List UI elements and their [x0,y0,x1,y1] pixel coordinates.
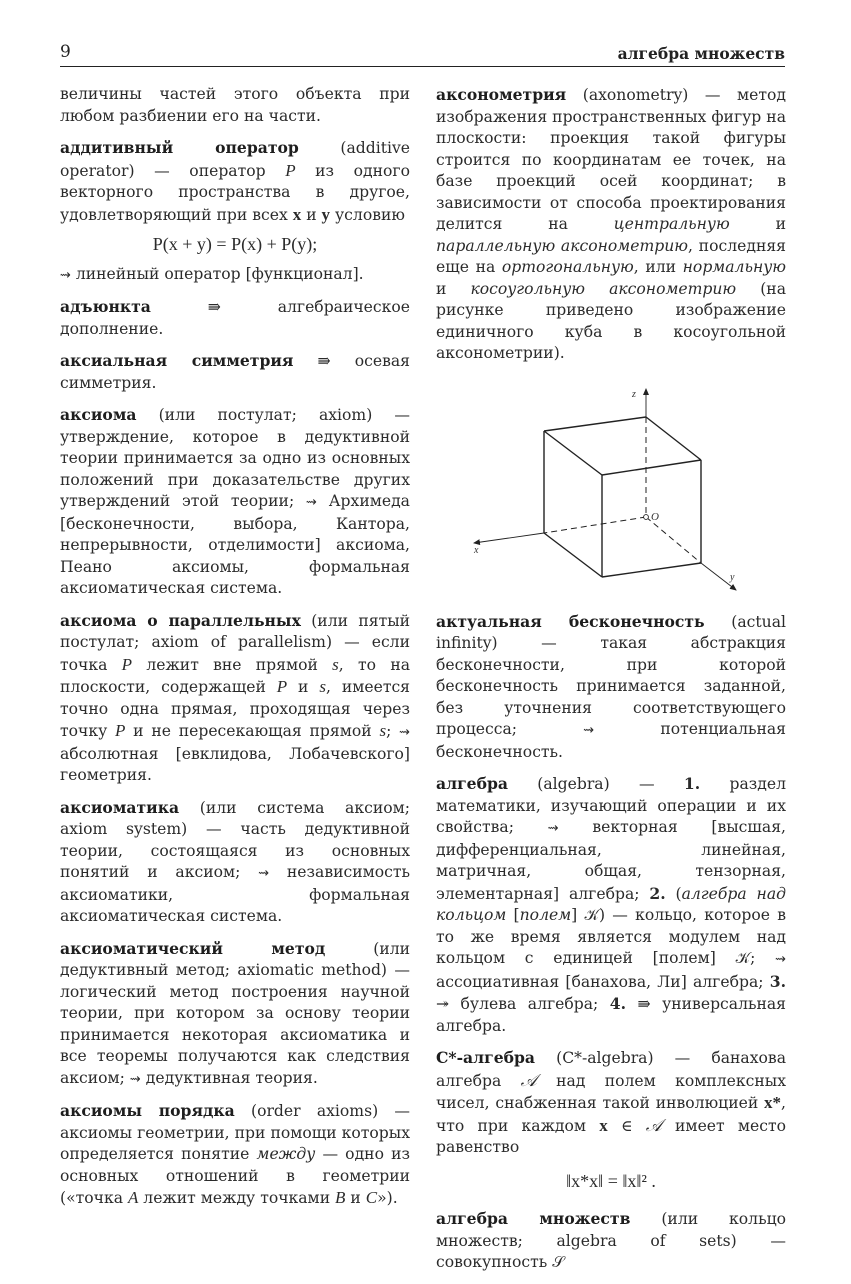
sense-number: 2. [649,883,666,903]
entry-text: (additive operator) — оператор [60,139,410,180]
entry-text: величины частей этого объекта при любом разбиении его на части. [60,85,410,125]
entry-order-axioms [60,1100,410,1210]
entry-text: и не пересекающая прямой [125,722,380,740]
entry-text: раздел математики, изучающий операции и их свойства; [436,775,786,836]
entry-axiom [60,404,410,600]
entry-text: (или пятый постулат; axiom of parallelism) — если точка [60,611,411,674]
entry-text: (или кольцо множеств; algebra of sets) — совокупность 𝒮 [436,1210,786,1271]
entry-text: булева алгебра; [460,995,610,1013]
axis-label-z: z [632,388,636,400]
math-symbol: C [365,1188,378,1207]
entry-text: , или [633,258,683,276]
math-symbol: x [292,204,302,224]
entry-text: и [287,678,320,696]
origin-label: O [651,510,659,523]
entry-term: аддитивный оператор [60,138,299,157]
running-head: алгебра множеств [617,44,785,63]
hidden-edge [646,517,701,563]
entry-text: осевая симметрия. [60,352,410,392]
math-symbol: 𝒜 [645,1115,662,1135]
entry-text: [ [506,906,520,924]
entry-text: , последняя еще на [436,236,787,276]
entry-text: лежит между точками [138,1189,336,1207]
math-symbol: x* [764,1093,782,1112]
entry-text: (или дедуктивный метод; axiomatic method) — логический метод построения научной теории, при котором за основу теории принимается некоторая аксиоматика и все теоремы получаются как следствия аксиом; [60,939,411,1087]
entry-c-star-algebra [436,1047,786,1192]
entry-italic: центральную [613,215,730,233]
entry-text: (или система аксиом; axiom system) — часть дедуктивной теории, состоящаяся из основных понятий и аксиом; [60,798,410,881]
entry-text: абсолютная [евклидова, Лобачевского] геометрия. [60,744,410,784]
see-also-arrow-icon: ⇝ [775,952,786,967]
right-column [436,84,786,1284]
math-symbol: y [321,204,331,224]
entry-text: и [301,205,322,224]
math-symbol: P [285,160,296,180]
entry-text: из одного векторного пространства в другое, удовлетворяющий при всех [60,161,410,224]
entry-additive-operator [60,137,410,286]
entry-italic: косоугольную аксонометрию [470,279,737,298]
formula: ‖x*x‖ = ‖x‖² . [566,1170,656,1191]
math-symbol: P [276,677,288,696]
entry-continuation [60,84,410,127]
entry-text: дедуктивная теория. [140,1068,318,1087]
entry-term: аксиальная симметрия [60,351,294,370]
math-symbol: P [121,654,133,674]
entry-text: (на рисунке приведено изображение единичного куба в косоугольной аксонометрии). [436,279,786,362]
entry-text: (C*-algebra) — банахова алгебра [436,1049,786,1090]
entry-actual-infinity [436,611,786,764]
entry-text: алгебраическое дополнение. [60,298,410,338]
entry-text: над полем комплексных чисел, снабженная такой инволюцией [436,1071,786,1112]
axis-label-y: y [730,571,735,583]
entry-text: (axonometry) — метод изображения пространственных фигур на плоскости: проекция такой фигуры строится по координатам ее точек, на базе проекций осей координат; в зависимости от способа проектирования делится на [436,86,786,233]
entry-axonometry [436,84,786,365]
see-also-arrow-icon: ⇝ [306,495,317,510]
see-also-arrow-icon: ⇝ [129,1071,141,1087]
entry-text: ; [386,722,400,740]
see-also-arrow-icon: ⇝ [547,821,559,836]
math-symbol: 𝒜 [520,1070,537,1090]
entry-text: независимость аксиоматики, формальная аксиоматическая система. [60,863,410,925]
entry-axial-symmetry [60,350,410,394]
entry-text: ассоциативная [банахова, Ли] алгебра; [436,972,770,991]
refer-arrow-icon: ⇛ [626,995,663,1013]
entry-term: аксиоматика [60,797,180,817]
math-symbol: B [335,1188,346,1207]
entry-text: (order axioms) — аксиомы геометрии, при помощи которых определяется понятие [60,1102,410,1163]
entry-text: универсальная алгебра. [436,995,786,1035]
math-symbol: x [599,1115,608,1135]
formula: P(x + y) = P(x) + P(y); [152,234,318,254]
entry-axiomatic-method [60,938,410,1091]
entry-axiomatics [60,797,410,928]
entry-text: имеет место равенство [436,1116,786,1156]
entry-italic: алгебра над кольцом [436,884,787,924]
sense-number: 4. [609,994,627,1013]
entry-term: аксиома о параллельных [60,610,301,630]
entry-italic: нормальную [682,258,786,276]
entry-term: C*-алгебра [436,1048,536,1067]
cube-edge [602,563,701,577]
hidden-edge [544,517,646,533]
math-symbol: P [115,721,126,740]
entry-italic: полем [519,906,572,924]
entry-text: — одно из основных отношений в геометрии («точка [60,1145,410,1207]
entry-term: аксонометрия [436,85,567,104]
cube-edge [602,460,701,475]
entry-text: ] 𝒦) — кольцо, которое в то же время является модулем над кольцом с единицей [полем] 𝒦; [436,906,786,967]
entry-text: ( [665,884,682,903]
entry-algebra [436,773,786,1037]
cube-edge [646,417,701,460]
entry-term: аксиома [60,405,137,424]
x-axis [474,533,544,543]
math-symbol: s [319,677,326,696]
entry-term: алгебра [436,774,508,793]
entry-term: аксиоматический метод [60,938,326,958]
entry-text: , что при каждом [436,1094,786,1135]
see-also-arrow-icon: ⇝ [399,725,410,740]
page-number: 9 [60,42,71,62]
entry-term: аксиомы порядка [60,1101,235,1120]
axis-label-x: x [474,544,479,556]
see-also-arrow-icon: ⇝ [583,723,595,738]
entry-text: векторная [высшая, дифференциальная, линейная, матричная, общая, тензорная, элементарная] алгебра; [436,818,786,903]
refer-arrow-icon: ⇛ [293,352,355,370]
cube-diagram [436,375,786,595]
sense-number: 3. [769,971,786,991]
entry-text: (algebra) — [507,775,684,793]
entry-text: Архимеда [бесконечности, выбора, Кантора, непрерывности, отделимости] аксиома, Пеано аксиомы, формальная аксиоматическая система. [60,492,410,597]
see-also-arrow-icon: ⇝ [60,267,71,283]
entry-text: (actual infinity) — такая абстракция бесконечности, при которой бесконечность принимается заданной, без уточнения соответствующего процесса; [436,612,786,738]
page-header [60,40,785,67]
math-symbol: s [379,721,387,740]
see-also-arrow-icon: ⇝ [258,866,270,881]
math-symbol: ∈ [607,1116,646,1135]
entry-text: »). [377,1189,398,1207]
refer-arrow-icon: ⇛ [150,298,278,316]
entry-term: адъюнкта [60,297,151,316]
sense-number: 1. [683,774,701,793]
entry-text: и [436,279,471,298]
two-head-arrow-icon: ↠ [436,995,461,1013]
cube-figure [436,375,786,595]
entry-text: лежит вне прямой [132,655,333,674]
entry-adjunct [60,296,410,340]
entry-italic: между [256,1145,316,1163]
cube-edge [544,431,602,475]
left-column [60,84,410,1220]
origin-point [644,514,649,519]
entry-text: потенциальная бесконечность. [436,720,786,761]
entry-parallel-axiom [60,610,410,787]
math-symbol: A [127,1188,139,1207]
entry-text: условию [330,205,405,224]
math-symbol: s [332,654,339,674]
entry-term: алгебра множеств [436,1209,631,1228]
cube-edge [544,533,602,577]
entry-text: и [729,215,786,233]
entry-text: , то на плоскости, содержащей [60,655,411,696]
entry-text: , имеется точно одна прямая, проходящая через точку [60,678,411,740]
entry-italic: ортогональную [501,258,634,276]
cube-edge [544,417,646,431]
see-also-link: линейный оператор [функционал]. [70,264,364,283]
entry-italic: параллельную аксонометрию [436,236,688,255]
entry-text: (или постулат; axiom) — утверждение, которое в дедуктивной теории принимается за одно из основных положений при доказательстве других утверждений этой теории; [60,406,410,510]
entry-text: и [345,1189,366,1207]
entry-term: актуальная бесконечность [436,611,705,631]
entry-algebra-of-sets [436,1208,786,1274]
